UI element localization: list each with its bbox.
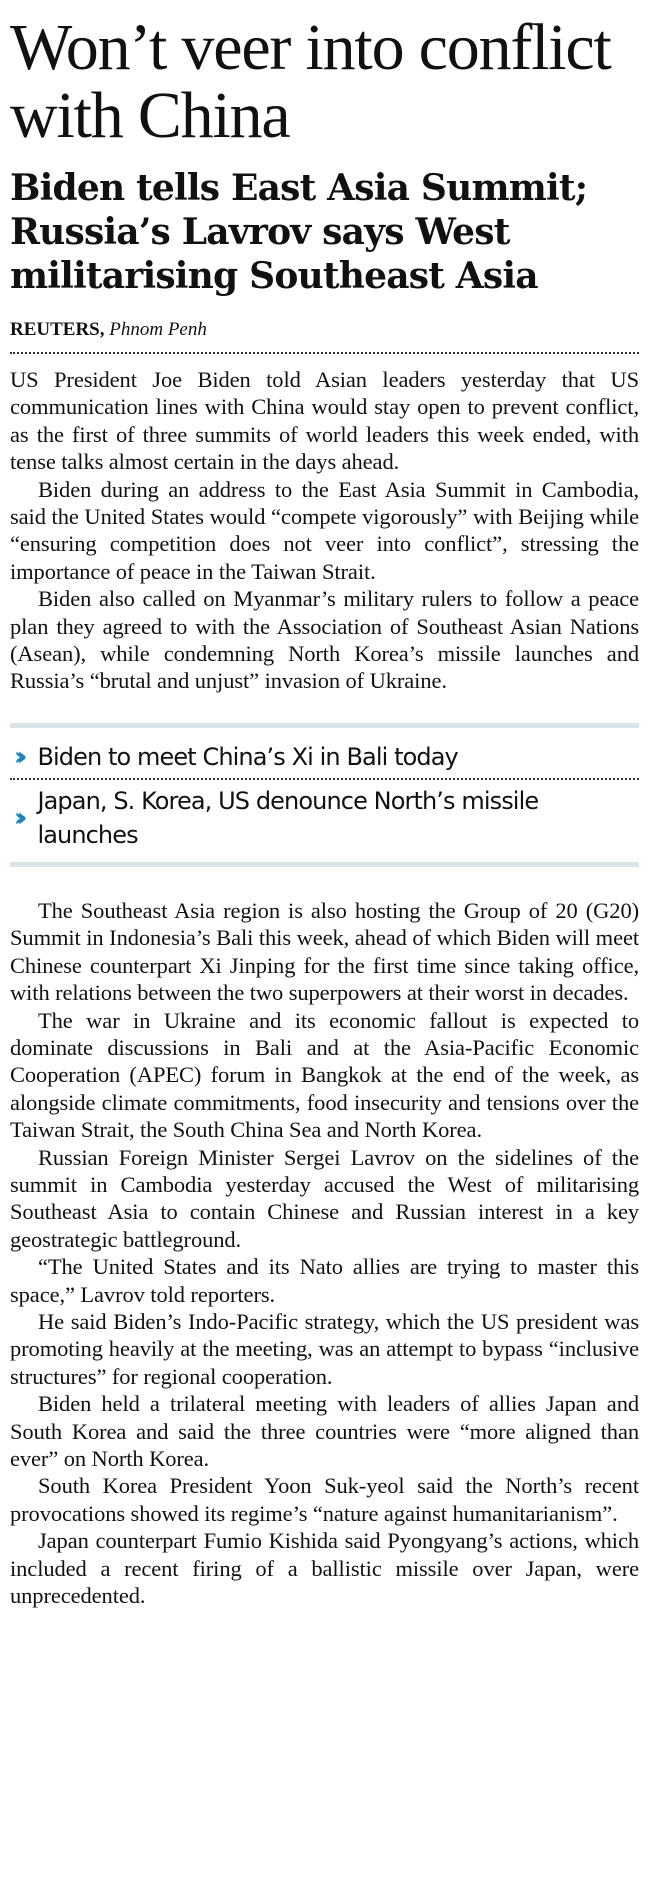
paragraph: The war in Ukraine and its economic fallout is expected to dominate discussions in Bali and at the Asia-Pacific Economic Cooperation (APEC) forum in Bangkok at the end of the week, as alongside climate commitments, food insecurity and tensions over the Taiwan Strait, the South China Sea and North Korea. [10, 1007, 639, 1143]
related-link-text: Japan, S. Korea, US denounce North’s missile launches [37, 786, 539, 849]
related-link-text: Biden to meet China’s Xi in Bali today [37, 742, 458, 771]
paragraph: South Korea President Yoon Suk-yeol said the North’s recent provocations showed its regime’s “nature against humanitarianism”. [10, 1473, 639, 1526]
article-body-bottom [10, 897, 639, 1610]
paragraph: “The United States and its Nato allies are trying to master this space,” Lavrov told reporters. [10, 1254, 639, 1307]
related-links-box [10, 723, 639, 867]
paragraph: US President Joe Biden told Asian leaders yesterday that US communication lines with China would stay open to prevent conflict, as the first of three summits of world leaders this week ended, with tense talks almost certain in the days ahead. [10, 367, 639, 475]
double-chevron-right-icon: ›› [14, 802, 20, 833]
paragraph: Japan counterpart Fumio Kishida said Pyongyang’s actions, which included a recent firing of a ballistic missile over Japan, were unprecedented. [10, 1528, 639, 1609]
paragraph: The Southeast Asia region is also hosting the Group of 20 (G20) Summit in Indonesia’s Bali this week, ahead of which Biden will meet Chinese counterpart Xi Jinping for the first time since taking office, with relations between the two superpowers at their worst in decades. [10, 897, 639, 1006]
paragraph: Biden during an address to the East Asia Summit in Cambodia, said the United States would “compete vigorously” with Beijing while “ensuring competition does not veer into conflict”, stressing the importance of peace in the Taiwan Strait. [10, 476, 639, 584]
paragraph: Biden held a trilateral meeting with leaders of allies Japan and South Korea and said the three countries were “more aligned than ever” on North Korea. [10, 1391, 639, 1471]
byline-place: Phnom Penh [109, 319, 207, 340]
paragraph: He said Biden’s Indo-Pacific strategy, which the US president was promoting heavily at the meeting, was an attempt to bypass “inclusive structures” for regional cooperation. [10, 1308, 639, 1389]
article-body-top [10, 366, 639, 695]
byline [10, 318, 639, 354]
subheadline: Biden tells East Asia Summit; Russia’s Lavrov says West militarising Southeast Asia [10, 167, 588, 297]
related-link[interactable] [10, 778, 639, 856]
paragraph: Russian Foreign Minister Sergei Lavrov on the sidelines of the summit in Cambodia yesterday accused the West of militarising Southeast Asia to contain Chinese and Russian interest in a key geostrategic battleground. [10, 1144, 639, 1252]
headline: Won’t veer into conflict with China [10, 11, 611, 152]
byline-agency: REUTERS, [10, 319, 105, 340]
double-chevron-right-icon: ›› [14, 741, 20, 772]
paragraph: Biden also called on Myanmar’s military rulers to follow a peace plan they agreed to with the Association of Southeast Asian Nations (Asean), while condemning North Korea’s missile launches and Russia’s “brutal and unjust” invasion of Ukraine. [10, 586, 639, 694]
related-link[interactable] [10, 736, 639, 778]
